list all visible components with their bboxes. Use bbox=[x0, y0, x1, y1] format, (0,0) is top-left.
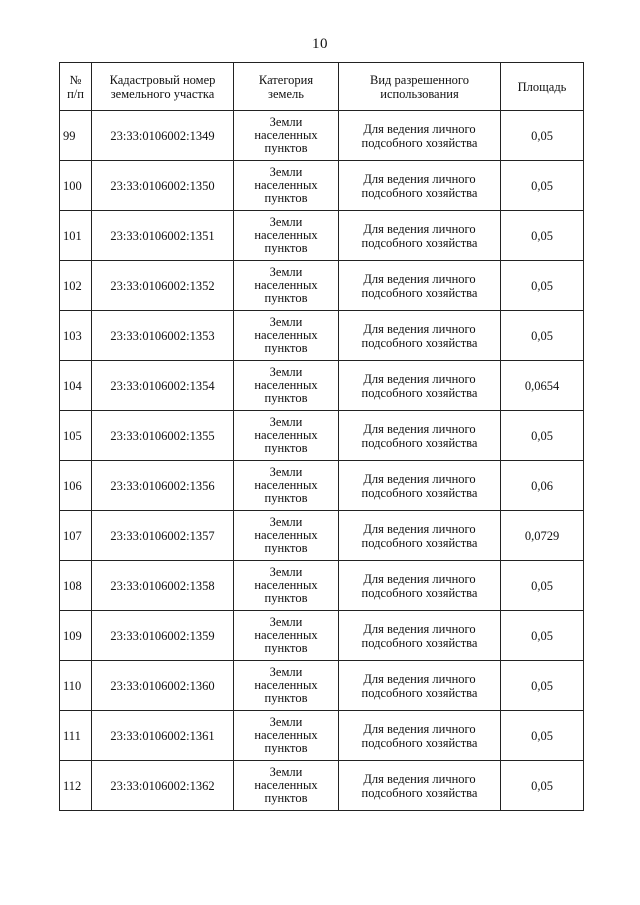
permitted-use-line: подсобного хозяйства bbox=[361, 735, 478, 750]
permitted-use-line: подсобного хозяйства bbox=[361, 335, 478, 350]
permitted-use-line: подсобного хозяйства bbox=[361, 435, 478, 450]
table-row bbox=[60, 561, 584, 611]
row-number: 103 bbox=[60, 311, 92, 361]
land-category bbox=[234, 611, 339, 661]
land-category bbox=[234, 361, 339, 411]
land-category-line: Земли bbox=[269, 515, 303, 529]
land-category bbox=[234, 511, 339, 561]
land-category-line: Земли bbox=[269, 665, 303, 679]
page-number: 10 bbox=[312, 36, 328, 52]
table-row bbox=[60, 111, 584, 161]
land-category-line: населенных bbox=[254, 478, 318, 492]
permitted-use-line: Для ведения личного bbox=[363, 121, 476, 136]
permitted-use-line: подсобного хозяйства bbox=[361, 785, 478, 800]
row-number: 107 bbox=[60, 511, 92, 561]
header-permitted-use: Вид разрешенного использования bbox=[339, 63, 501, 111]
cadastral-number: 23:33:0106002:1357 bbox=[92, 511, 234, 561]
permitted-use bbox=[339, 711, 501, 761]
cadastral-number: 23:33:0106002:1361 bbox=[92, 711, 234, 761]
permitted-use bbox=[339, 411, 501, 461]
land-category-line: Земли bbox=[269, 365, 303, 379]
table-row bbox=[60, 411, 584, 461]
row-number: 109 bbox=[60, 611, 92, 661]
table-row bbox=[60, 511, 584, 561]
land-category bbox=[234, 111, 339, 161]
cadastral-number: 23:33:0106002:1362 bbox=[92, 761, 234, 811]
land-category-line: населенных bbox=[254, 178, 318, 192]
land-category-line: населенных bbox=[254, 778, 318, 792]
permitted-use-line: Для ведения личного bbox=[363, 721, 476, 736]
plot-area: 0,05 bbox=[501, 561, 584, 611]
permitted-use bbox=[339, 211, 501, 261]
row-number: 108 bbox=[60, 561, 92, 611]
table-row bbox=[60, 611, 584, 661]
land-category bbox=[234, 661, 339, 711]
cadastral-number: 23:33:0106002:1360 bbox=[92, 661, 234, 711]
plot-area: 0,06 bbox=[501, 461, 584, 511]
row-number: 100 bbox=[60, 161, 92, 211]
land-category-line: пунктов bbox=[264, 641, 308, 655]
permitted-use-line: Для ведения личного bbox=[363, 421, 476, 436]
land-category-line: пунктов bbox=[264, 191, 308, 205]
plot-area: 0,05 bbox=[501, 261, 584, 311]
table-row bbox=[60, 311, 584, 361]
header-number: № п/п bbox=[60, 63, 92, 111]
table-row bbox=[60, 261, 584, 311]
land-category bbox=[234, 261, 339, 311]
row-number: 106 bbox=[60, 461, 92, 511]
permitted-use bbox=[339, 761, 501, 811]
land-category-line: Земли bbox=[269, 165, 303, 179]
land-category bbox=[234, 211, 339, 261]
land-category-line: населенных bbox=[254, 578, 318, 592]
row-number: 104 bbox=[60, 361, 92, 411]
permitted-use-line: Для ведения личного bbox=[363, 621, 476, 636]
land-category-line: пунктов bbox=[264, 341, 308, 355]
row-number: 112 bbox=[60, 761, 92, 811]
cadastral-number: 23:33:0106002:1359 bbox=[92, 611, 234, 661]
header-land-category: Категория земель bbox=[234, 63, 339, 111]
land-category-line: населенных bbox=[254, 228, 318, 242]
permitted-use bbox=[339, 511, 501, 561]
plot-area: 0,05 bbox=[501, 661, 584, 711]
land-category bbox=[234, 561, 339, 611]
land-category-line: Земли bbox=[269, 115, 303, 129]
land-category-line: пунктов bbox=[264, 691, 308, 705]
cadastral-number: 23:33:0106002:1350 bbox=[92, 161, 234, 211]
cadastral-number: 23:33:0106002:1349 bbox=[92, 111, 234, 161]
land-category-line: населенных bbox=[254, 528, 318, 542]
land-plots-table bbox=[59, 62, 584, 811]
plot-area: 0,05 bbox=[501, 711, 584, 761]
cadastral-number: 23:33:0106002:1355 bbox=[92, 411, 234, 461]
permitted-use-line: подсобного хозяйства bbox=[361, 285, 478, 300]
land-category-line: Земли bbox=[269, 315, 303, 329]
cadastral-number: 23:33:0106002:1353 bbox=[92, 311, 234, 361]
table-row bbox=[60, 461, 584, 511]
land-category bbox=[234, 311, 339, 361]
permitted-use-line: Для ведения личного bbox=[363, 271, 476, 286]
land-category-line: пунктов bbox=[264, 141, 308, 155]
plot-area: 0,05 bbox=[501, 311, 584, 361]
permitted-use-line: подсобного хозяйства bbox=[361, 235, 478, 250]
land-category-line: пунктов bbox=[264, 491, 308, 505]
plot-area: 0,05 bbox=[501, 111, 584, 161]
land-category-line: населенных bbox=[254, 728, 318, 742]
cadastral-number: 23:33:0106002:1354 bbox=[92, 361, 234, 411]
row-number: 101 bbox=[60, 211, 92, 261]
permitted-use-line: Для ведения личного bbox=[363, 671, 476, 686]
table-row bbox=[60, 161, 584, 211]
permitted-use-line: подсобного хозяйства bbox=[361, 535, 478, 550]
permitted-use bbox=[339, 261, 501, 311]
permitted-use bbox=[339, 561, 501, 611]
land-category-line: населенных bbox=[254, 678, 318, 692]
permitted-use-line: подсобного хозяйства bbox=[361, 585, 478, 600]
land-category-line: пунктов bbox=[264, 541, 308, 555]
permitted-use-line: Для ведения личного bbox=[363, 371, 476, 386]
row-number: 99 bbox=[60, 111, 92, 161]
row-number: 105 bbox=[60, 411, 92, 461]
land-category-line: населенных bbox=[254, 278, 318, 292]
permitted-use-line: подсобного хозяйства bbox=[361, 485, 478, 500]
permitted-use bbox=[339, 111, 501, 161]
land-category-line: пунктов bbox=[264, 441, 308, 455]
land-category-line: Земли bbox=[269, 715, 303, 729]
cadastral-number: 23:33:0106002:1358 bbox=[92, 561, 234, 611]
land-category-line: пунктов bbox=[264, 591, 308, 605]
permitted-use-line: Для ведения личного bbox=[363, 321, 476, 336]
header-row bbox=[60, 63, 584, 111]
land-category bbox=[234, 761, 339, 811]
land-category-line: населенных bbox=[254, 628, 318, 642]
land-category-line: Земли bbox=[269, 615, 303, 629]
land-category-line: Земли bbox=[269, 415, 303, 429]
land-category-line: Земли bbox=[269, 565, 303, 579]
plot-area: 0,05 bbox=[501, 411, 584, 461]
header-cadastral-number: Кадастровый номер земельного участка bbox=[92, 63, 234, 111]
permitted-use-line: Для ведения личного bbox=[363, 221, 476, 236]
permitted-use-line: Для ведения личного bbox=[363, 521, 476, 536]
land-category-line: пунктов bbox=[264, 741, 308, 755]
permitted-use-line: подсобного хозяйства bbox=[361, 685, 478, 700]
land-category bbox=[234, 461, 339, 511]
cadastral-number: 23:33:0106002:1352 bbox=[92, 261, 234, 311]
plot-area: 0,05 bbox=[501, 161, 584, 211]
permitted-use-line: подсобного хозяйства bbox=[361, 635, 478, 650]
permitted-use bbox=[339, 461, 501, 511]
land-category-line: Земли bbox=[269, 465, 303, 479]
land-category-line: населенных bbox=[254, 328, 318, 342]
land-category bbox=[234, 161, 339, 211]
permitted-use-line: подсобного хозяйства bbox=[361, 385, 478, 400]
table-row bbox=[60, 361, 584, 411]
cadastral-number: 23:33:0106002:1351 bbox=[92, 211, 234, 261]
permitted-use bbox=[339, 311, 501, 361]
land-category-line: пунктов bbox=[264, 291, 308, 305]
plot-area: 0,05 bbox=[501, 761, 584, 811]
land-category-line: пунктов bbox=[264, 241, 308, 255]
row-number: 102 bbox=[60, 261, 92, 311]
permitted-use bbox=[339, 161, 501, 211]
plot-area: 0,0654 bbox=[501, 361, 584, 411]
permitted-use-line: Для ведения личного bbox=[363, 471, 476, 486]
plot-area: 0,05 bbox=[501, 211, 584, 261]
permitted-use-line: подсобного хозяйства bbox=[361, 185, 478, 200]
cadastral-number: 23:33:0106002:1356 bbox=[92, 461, 234, 511]
land-category-line: населенных bbox=[254, 128, 318, 142]
permitted-use bbox=[339, 361, 501, 411]
permitted-use bbox=[339, 661, 501, 711]
land-category-line: населенных bbox=[254, 428, 318, 442]
table-row bbox=[60, 711, 584, 761]
permitted-use-line: подсобного хозяйства bbox=[361, 135, 478, 150]
land-category-line: Земли bbox=[269, 765, 303, 779]
table-row bbox=[60, 211, 584, 261]
table-row bbox=[60, 661, 584, 711]
permitted-use-line: Для ведения личного bbox=[363, 571, 476, 586]
plot-area: 0,0729 bbox=[501, 511, 584, 561]
land-category-line: Земли bbox=[269, 215, 303, 229]
table-row bbox=[60, 761, 584, 811]
plot-area: 0,05 bbox=[501, 611, 584, 661]
table-header bbox=[60, 63, 584, 111]
permitted-use bbox=[339, 611, 501, 661]
row-number: 111 bbox=[60, 711, 92, 761]
permitted-use-line: Для ведения личного bbox=[363, 771, 476, 786]
header-area: Площадь bbox=[501, 63, 584, 111]
land-category bbox=[234, 711, 339, 761]
table-body bbox=[60, 111, 584, 811]
row-number: 110 bbox=[60, 661, 92, 711]
permitted-use-line: Для ведения личного bbox=[363, 171, 476, 186]
land-category bbox=[234, 411, 339, 461]
land-category-line: пунктов bbox=[264, 791, 308, 805]
land-category-line: Земли bbox=[269, 265, 303, 279]
land-category-line: пунктов bbox=[264, 391, 308, 405]
land-category-line: населенных bbox=[254, 378, 318, 392]
